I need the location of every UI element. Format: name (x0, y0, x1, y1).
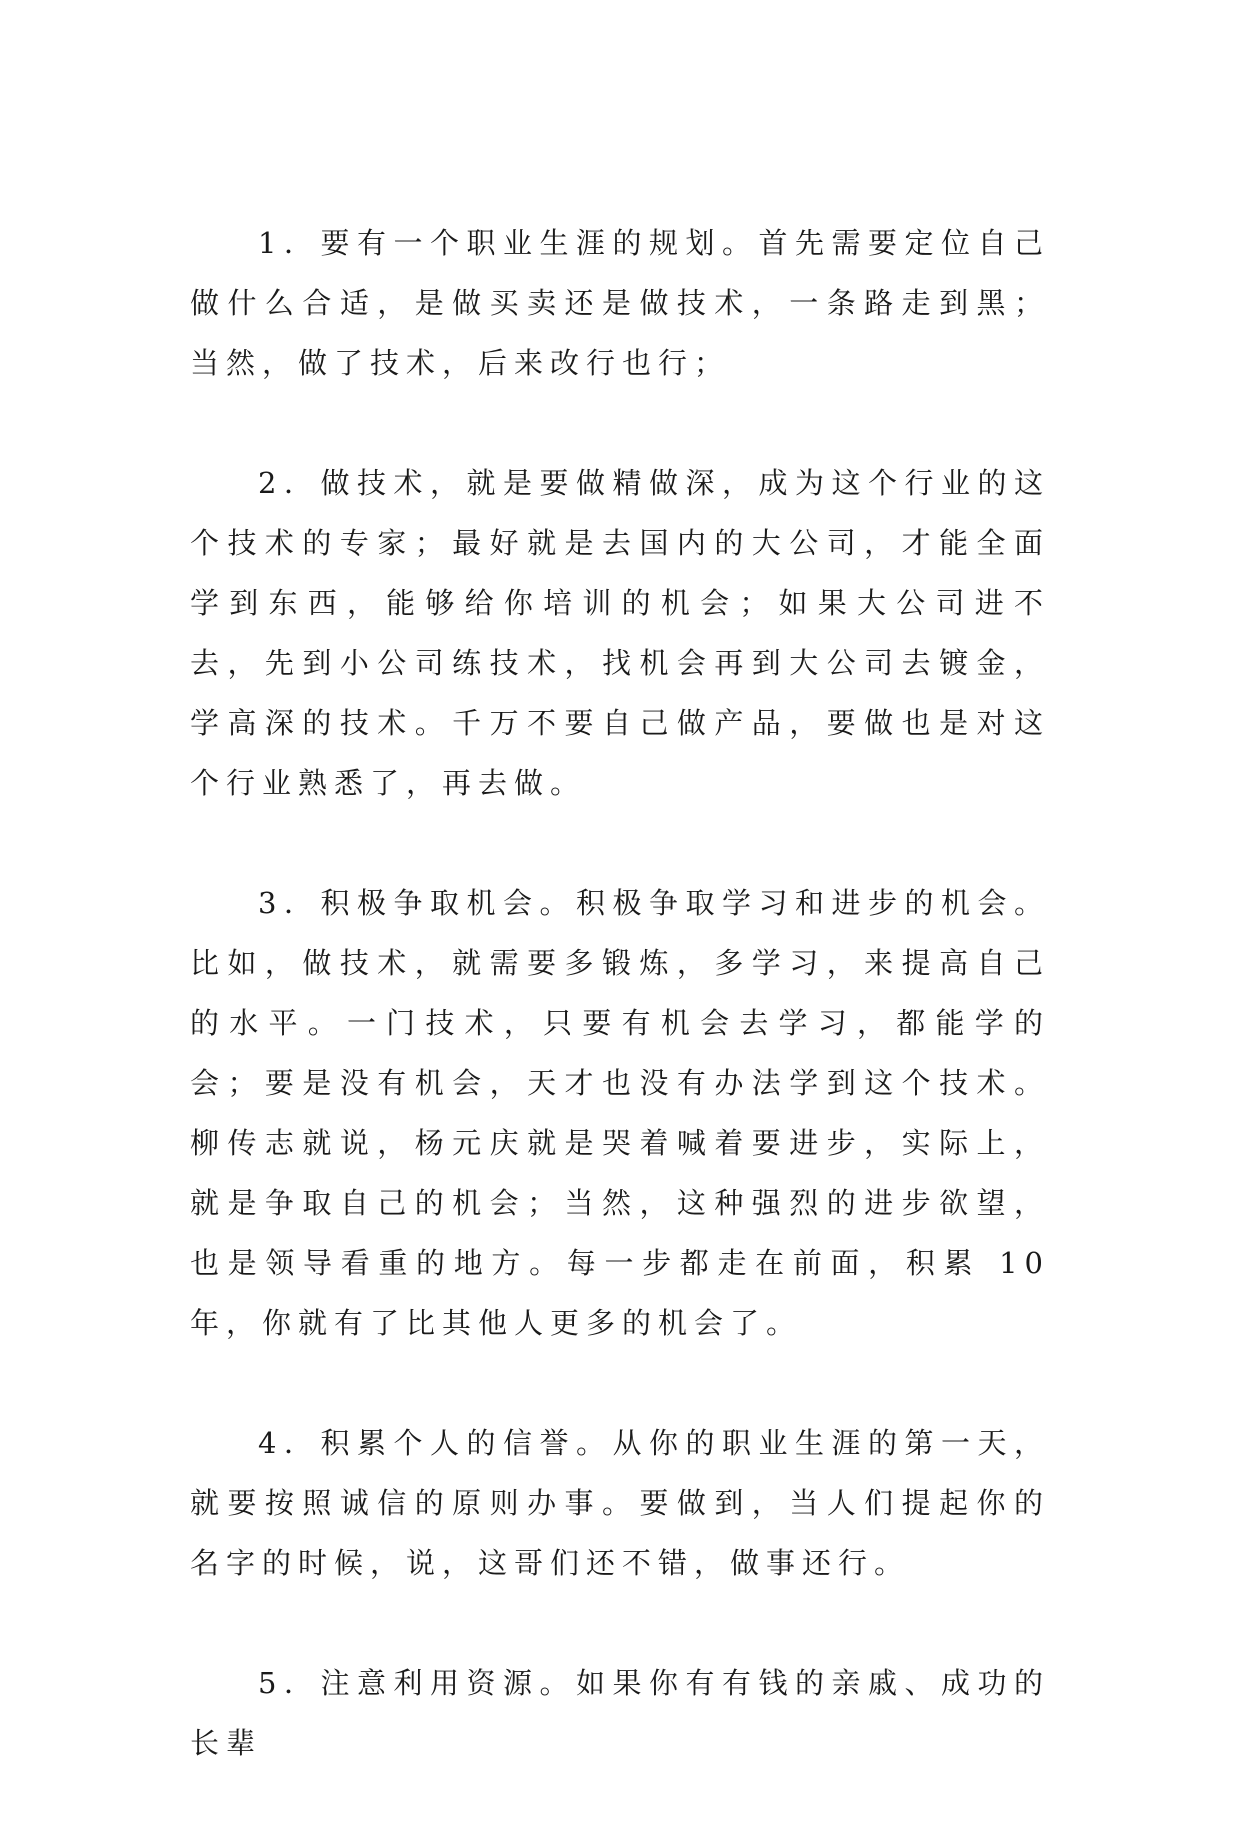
paragraph-5: 5．注意利用资源。如果你有有钱的亲戚、成功的长辈 (190, 1666, 1050, 1760)
document-body (190, 213, 1050, 1833)
paragraph-4: 4．积累个人的信誉。从你的职业生涯的第一天，就要按照诚信的原则办事。要做到，当人们提起你的名字的时候，说，这哥们还不错，做事还行。 (190, 1426, 1050, 1580)
paragraph-1: 1．要有一个职业生涯的规划。首先需要定位自己做什么合适，是做买卖还是做技术，一条路走到黑；当然，做了技术，后来改行也行； (190, 226, 1050, 380)
paragraph-2: 2．做技术，就是要做精做深，成为这个行业的这个技术的专家；最好就是去国内的大公司，才能全面学到东西，能够给你培训的机会；如果大公司进不去，先到小公司练技术，找机会再到大公司去镀金，学高深的技术。千万不要自己做产品，要做也是对这个行业熟悉了，再去做。 (190, 466, 1050, 800)
paragraph-3: 3．积极争取机会。积极争取学习和进步的机会。比如，做技术，就需要多锻炼，多学习，来提高自己的水平。一门技术，只要有机会去学习，都能学的会；要是没有机会，天才也没有办法学到这个技术。柳传志就说，杨元庆就是哭着喊着要进步，实际上，就是争取自己的机会；当然，这种强烈的进步欲望，也是领导看重的地方。每一步都走在前面，积累 10 年，你就有了比其他人更多的机会了。 (190, 886, 1050, 1340)
